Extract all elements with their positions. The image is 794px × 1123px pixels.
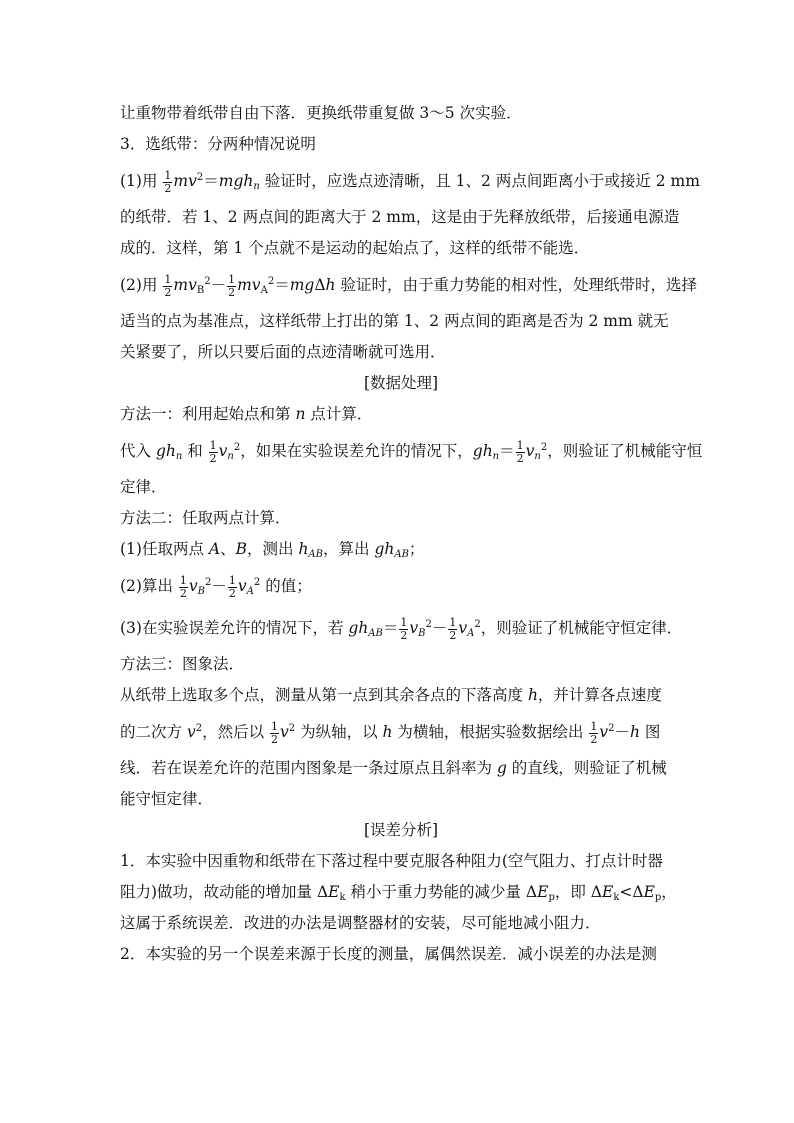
text-run: 能守恒定律．	[120, 790, 214, 808]
text-line	[120, 711, 682, 753]
fraction	[163, 274, 172, 299]
text-run: 定律．	[120, 478, 167, 496]
fraction	[516, 440, 525, 465]
text-line	[120, 784, 682, 815]
text-run: v	[186, 723, 196, 741]
text-run: 让重物带着纸带自由下落．更换纸带重复做 3～5 次实验．	[120, 104, 522, 122]
text-line	[120, 306, 682, 337]
document-body	[120, 98, 703, 970]
fraction-numerator: 1	[164, 272, 172, 286]
superscript: 2	[474, 619, 481, 630]
text-run: ，即 Δ	[554, 883, 602, 901]
fraction-denominator: 2	[164, 181, 172, 195]
text-run: n	[295, 405, 306, 423]
superscript: 2	[195, 723, 203, 734]
fraction-denominator: 2	[590, 732, 598, 746]
fraction-denominator: 2	[228, 586, 236, 600]
fraction	[270, 721, 279, 746]
text-run: 稍小于重力势能的减少量 Δ	[345, 883, 538, 901]
text-run: －	[211, 577, 227, 595]
superscript: 2	[267, 276, 275, 287]
fraction-denominator: 2	[179, 586, 187, 600]
text-run: 这属于系统误差．改进的办法是调整器材的安装，尽可能地减小阻力．	[120, 914, 601, 932]
text-run: ＝	[203, 172, 219, 190]
fraction-numerator: 1	[449, 615, 457, 629]
text-run: 、	[220, 540, 236, 558]
text-run: ，测出	[247, 540, 299, 558]
text-line	[120, 337, 682, 368]
text-run: Δ	[314, 276, 326, 294]
text-run: h	[527, 686, 538, 704]
fraction-denominator: 2	[516, 451, 524, 465]
text-run: v	[188, 577, 198, 595]
text-run: (2)用	[120, 276, 163, 294]
superscript: 2	[233, 442, 241, 453]
text-line	[120, 649, 682, 680]
text-run: ，则验证了机械能守恒	[547, 442, 703, 460]
text-run: 代入	[120, 442, 156, 460]
text-run: v	[218, 442, 228, 460]
text-run: ，然后以	[202, 723, 270, 741]
text-run: B	[235, 540, 247, 558]
text-run: 验证时，应选点迹清晰，且 1、2 两点间距离小于或接近 2 mm	[259, 172, 700, 190]
text-run: 关紧要了，所以只要后面的点迹清晰就可选用．	[120, 343, 446, 361]
text-run: h	[382, 723, 393, 741]
subscript: n	[492, 451, 500, 462]
text-run: 为纵轴，以	[295, 723, 383, 741]
text-run: E	[643, 883, 655, 901]
text-line	[120, 680, 682, 711]
subscript: n	[253, 181, 260, 192]
text-line	[120, 233, 682, 264]
subscript: p	[654, 892, 662, 903]
fraction	[179, 575, 188, 600]
text-run: ，如果在实验误差允许的情况下，	[240, 442, 473, 460]
text-line	[120, 534, 682, 565]
superscript: 2	[196, 172, 204, 183]
subscript: AB	[394, 549, 409, 560]
subscript: B	[197, 586, 206, 597]
fraction	[399, 617, 408, 642]
text-run: v	[280, 723, 289, 741]
text-run: h	[630, 723, 640, 741]
fraction-numerator: 1	[209, 438, 217, 452]
text-run: <Δ	[619, 883, 644, 901]
subscript: AB	[308, 549, 323, 560]
text-run: [误差分析]	[363, 821, 439, 839]
text-run: h	[325, 276, 336, 294]
text-run: ＝	[382, 619, 399, 637]
text-run: 3．选纸带：分两种情况说明	[120, 135, 316, 153]
text-run: (1)用	[120, 172, 163, 190]
fraction-numerator: 1	[228, 573, 236, 587]
fraction-numerator: 1	[516, 438, 524, 452]
text-line	[120, 503, 682, 534]
text-run: ，	[661, 883, 677, 901]
fraction-denominator: 2	[449, 628, 457, 642]
fraction-numerator: 1	[271, 719, 279, 733]
superscript: 2	[425, 619, 432, 630]
text-run: 2．本实验的另一个误差来源于长度的测量，属偶然误差．减小误差的办法是测	[120, 945, 657, 963]
subscript: B	[418, 628, 426, 639]
text-run: E	[601, 883, 614, 901]
text-run: h	[298, 540, 309, 558]
text-run: 和	[182, 442, 208, 460]
fraction	[228, 575, 237, 600]
fraction	[227, 274, 236, 299]
text-run: v	[458, 619, 468, 637]
text-run: ＝	[274, 276, 290, 294]
text-run: 线．若在误差允许的范围内图象是一条过原点且斜率为	[120, 759, 497, 777]
text-line	[120, 264, 697, 306]
fraction-denominator: 2	[209, 451, 217, 465]
text-line	[120, 98, 682, 129]
text-run: (1)任取两点	[120, 540, 209, 558]
subscript: n	[175, 451, 183, 462]
text-run: E	[328, 883, 340, 901]
text-run: v	[409, 619, 419, 637]
fraction-denominator: 2	[228, 285, 236, 299]
text-run: [数据处理]	[363, 374, 439, 392]
text-line	[120, 472, 682, 503]
text-run: gh	[374, 540, 395, 558]
text-run: 验证时，由于重力势能的相对性，处理纸带时，选择	[335, 276, 697, 294]
text-line	[120, 430, 703, 472]
fraction-numerator: 1	[228, 272, 236, 286]
text-run: 1．本实验中因重物和纸带在下落过程中要克服各种阻力(空气阻力、打点计时器	[120, 852, 663, 870]
superscript: 2	[204, 276, 211, 287]
text-line	[120, 565, 682, 607]
superscript: 2	[288, 723, 296, 734]
fraction-numerator: 1	[179, 573, 187, 587]
text-run: A	[208, 540, 221, 558]
text-line	[120, 908, 682, 939]
text-line	[120, 129, 682, 160]
text-line	[120, 202, 682, 233]
text-run: －	[210, 276, 227, 294]
text-run: 从纸带上选取多个点，测量从第一点到其余各点的下落高度	[120, 686, 528, 704]
text-run: E	[537, 883, 549, 901]
superscript: 2	[253, 577, 261, 588]
subscript: A	[467, 628, 475, 639]
text-run: gh	[348, 619, 369, 637]
text-run: 点计算．	[305, 405, 373, 423]
subscript: A	[260, 285, 268, 296]
subscript: n	[227, 451, 234, 462]
subscript: A	[246, 586, 254, 597]
subscript: k	[339, 892, 346, 903]
superscript: 2	[205, 577, 212, 588]
text-run: v	[525, 442, 535, 460]
fraction	[209, 440, 218, 465]
fraction-numerator: 1	[590, 719, 598, 733]
subscript: n	[534, 451, 541, 462]
superscript: 2	[540, 442, 548, 453]
subscript: B	[196, 285, 205, 296]
text-run: 的直线，则验证了机械	[506, 759, 667, 777]
text-run: gh	[472, 442, 493, 460]
text-run: ，并计算各点速度	[537, 686, 662, 704]
fraction	[163, 170, 172, 195]
text-run: gh	[155, 442, 176, 460]
text-run: －	[431, 619, 448, 637]
text-run: 为横轴，根据实验数据绘出	[392, 723, 589, 741]
section-heading	[120, 815, 682, 846]
text-run: g	[496, 759, 507, 777]
text-line	[120, 939, 682, 970]
text-run: 方法二：任取两点计算．	[120, 509, 291, 527]
fraction-denominator: 2	[271, 732, 279, 746]
text-run: ，则验证了机械能守恒定律．	[480, 619, 683, 637]
text-run: 的二次方	[120, 723, 187, 741]
fraction-numerator: 1	[164, 168, 172, 182]
text-run: 图	[640, 723, 661, 741]
fraction-denominator: 2	[164, 285, 172, 299]
text-run: v	[599, 723, 609, 741]
text-run: (2)算出	[120, 577, 178, 595]
fraction	[448, 617, 457, 642]
superscript: 2	[608, 723, 615, 734]
subscript: p	[548, 892, 555, 903]
text-run: －	[614, 723, 631, 741]
text-run: mv	[173, 172, 197, 190]
subscript: k	[613, 892, 620, 903]
text-run: ，算出	[323, 540, 375, 558]
text-run: mg	[289, 276, 315, 294]
text-run: 方法一：利用起始点和第	[120, 405, 296, 423]
section-heading	[120, 368, 682, 399]
text-line	[120, 607, 682, 649]
text-run: ；	[408, 540, 425, 558]
text-run: mv	[237, 276, 261, 294]
text-run: v	[237, 577, 247, 595]
fraction-denominator: 2	[400, 628, 408, 642]
text-run: ＝	[499, 442, 515, 460]
text-run: 成的．这样，第 1 个点就不是运动的起始点了，这样的纸带不能选．	[120, 239, 590, 257]
text-run: 的值；	[260, 577, 312, 595]
text-run: 方法三：图象法．	[120, 655, 245, 673]
text-run: (3)在实验误差允许的情况下，若	[120, 619, 349, 637]
text-run: mv	[173, 276, 197, 294]
text-run: 阻力)做功，故动能的增加量 Δ	[120, 883, 329, 901]
text-run: 适当的点为基准点，这样纸带上打出的第 1、2 两点间的距离是否为 2 mm 就无	[120, 312, 669, 330]
text-line	[120, 846, 682, 877]
text-line	[120, 399, 682, 430]
text-line	[120, 753, 682, 784]
subscript: AB	[368, 628, 383, 639]
text-run: mgh	[218, 172, 254, 190]
text-line	[120, 877, 682, 908]
fraction	[589, 721, 598, 746]
text-run: 的纸带．若 1、2 两点间的距离大于 2 mm，这是由于先释放纸带，后接通电源造	[120, 208, 680, 226]
fraction-numerator: 1	[400, 615, 408, 629]
text-line	[120, 160, 700, 202]
